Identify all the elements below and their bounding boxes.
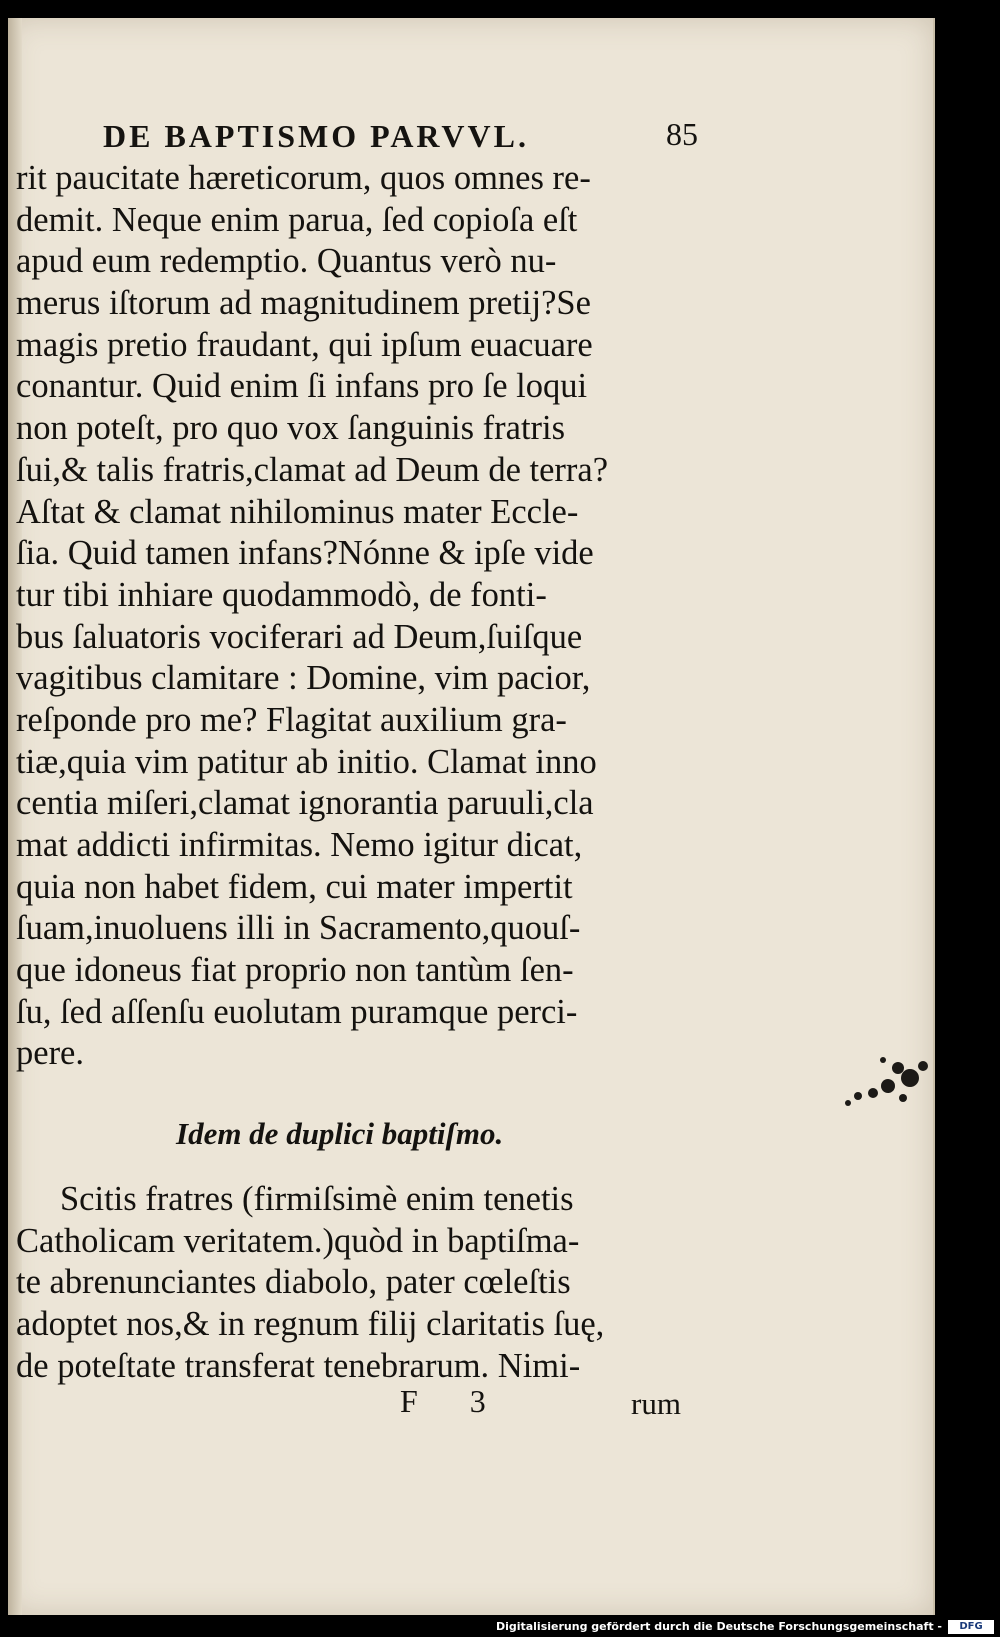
body-text [16, 158, 706, 1075]
signature-mark: F 3 [400, 1383, 508, 1419]
text-line: merus iſtorum ad magnitudinem pretij?Se [16, 284, 591, 323]
text-line: ſia. Quid tamen infans?Nónne & ipſe vide [16, 534, 594, 573]
text-line: te abrenunciantes diabolo, pater cœleſtis [16, 1263, 571, 1302]
section-heading: Idem de duplici baptiſmo. [176, 1116, 504, 1151]
text-line: ſuam,inuoluens illi in Sacramento,quouſ- [16, 909, 581, 948]
text-line: Scitis fratres (firmiſsimè enim tenetis [60, 1180, 574, 1218]
text-line: bus ſaluatoris vociferari ad Deum,ſuiſque [16, 617, 583, 656]
text-line: tiæ,quia vim patitur ab initio. Clamat inno [16, 742, 597, 781]
section-text [16, 1179, 706, 1387]
text-line: pere. [16, 1034, 84, 1073]
text-line: adoptet nos,& in regnum filij claritatis ſuę, [16, 1305, 605, 1344]
ink-stain [828, 1048, 938, 1128]
running-head [103, 118, 698, 162]
text-line: quia non habet fidem, cui mater impertit [16, 867, 573, 906]
digitization-credit: Digitalisierung gefördert durch die Deutsche Forschungsgemeinschaft - [495, 1620, 942, 1633]
text-line: mat addicti infirmitas. Nemo igitur dicat, [16, 826, 583, 864]
text-line: apud eum redemptio. Quantus verò nu- [16, 242, 557, 281]
text-line: non poteſt, pro quo vox ſanguinis fratris [16, 409, 566, 448]
text-line: vagitibus clamitare : Domine, vim pacior, [16, 659, 591, 698]
text-line: ſu, ſed aſſenſu euolutam puramque perci- [16, 992, 578, 1031]
running-title: DE BAPTISMO PARVVL. [103, 118, 529, 154]
text-line: magis pretio fraudant, qui ipſum euacuare [16, 325, 593, 364]
text-line: conantur. Quid enim ſi infans pro ſe loqui [16, 367, 588, 406]
book-page [8, 18, 935, 1615]
text-line: tur tibi inhiare quodammodò, de fonti- [16, 575, 547, 614]
catchword: rum [631, 1386, 681, 1421]
text-line: rit paucitate hæreticorum, quos omnes re- [16, 159, 591, 197]
dfg-logo: DFG [948, 1620, 994, 1634]
text-line: Catholicam veritatem.)quòd in baptiſma- [16, 1221, 580, 1260]
text-line: de poteſtate transferat tenebrarum. Nimi- [16, 1346, 581, 1385]
text-line: ſui,& talis fratris,clamat ad Deum de terra? [16, 450, 609, 489]
text-line: reſponde pro me? Flagitat auxilium gra- [16, 700, 567, 739]
text-line: demit. Neque enim parua, ſed copioſa eſt [16, 200, 578, 239]
text-line: que idoneus fiat proprio non tantùm ſen- [16, 951, 574, 990]
text-line: Aſtat & clamat nihilominus mater Eccle- [16, 492, 579, 531]
page-number: 85 [666, 116, 698, 152]
text-line: centia miſeri,clamat ignorantia paruuli,cla [16, 784, 594, 823]
